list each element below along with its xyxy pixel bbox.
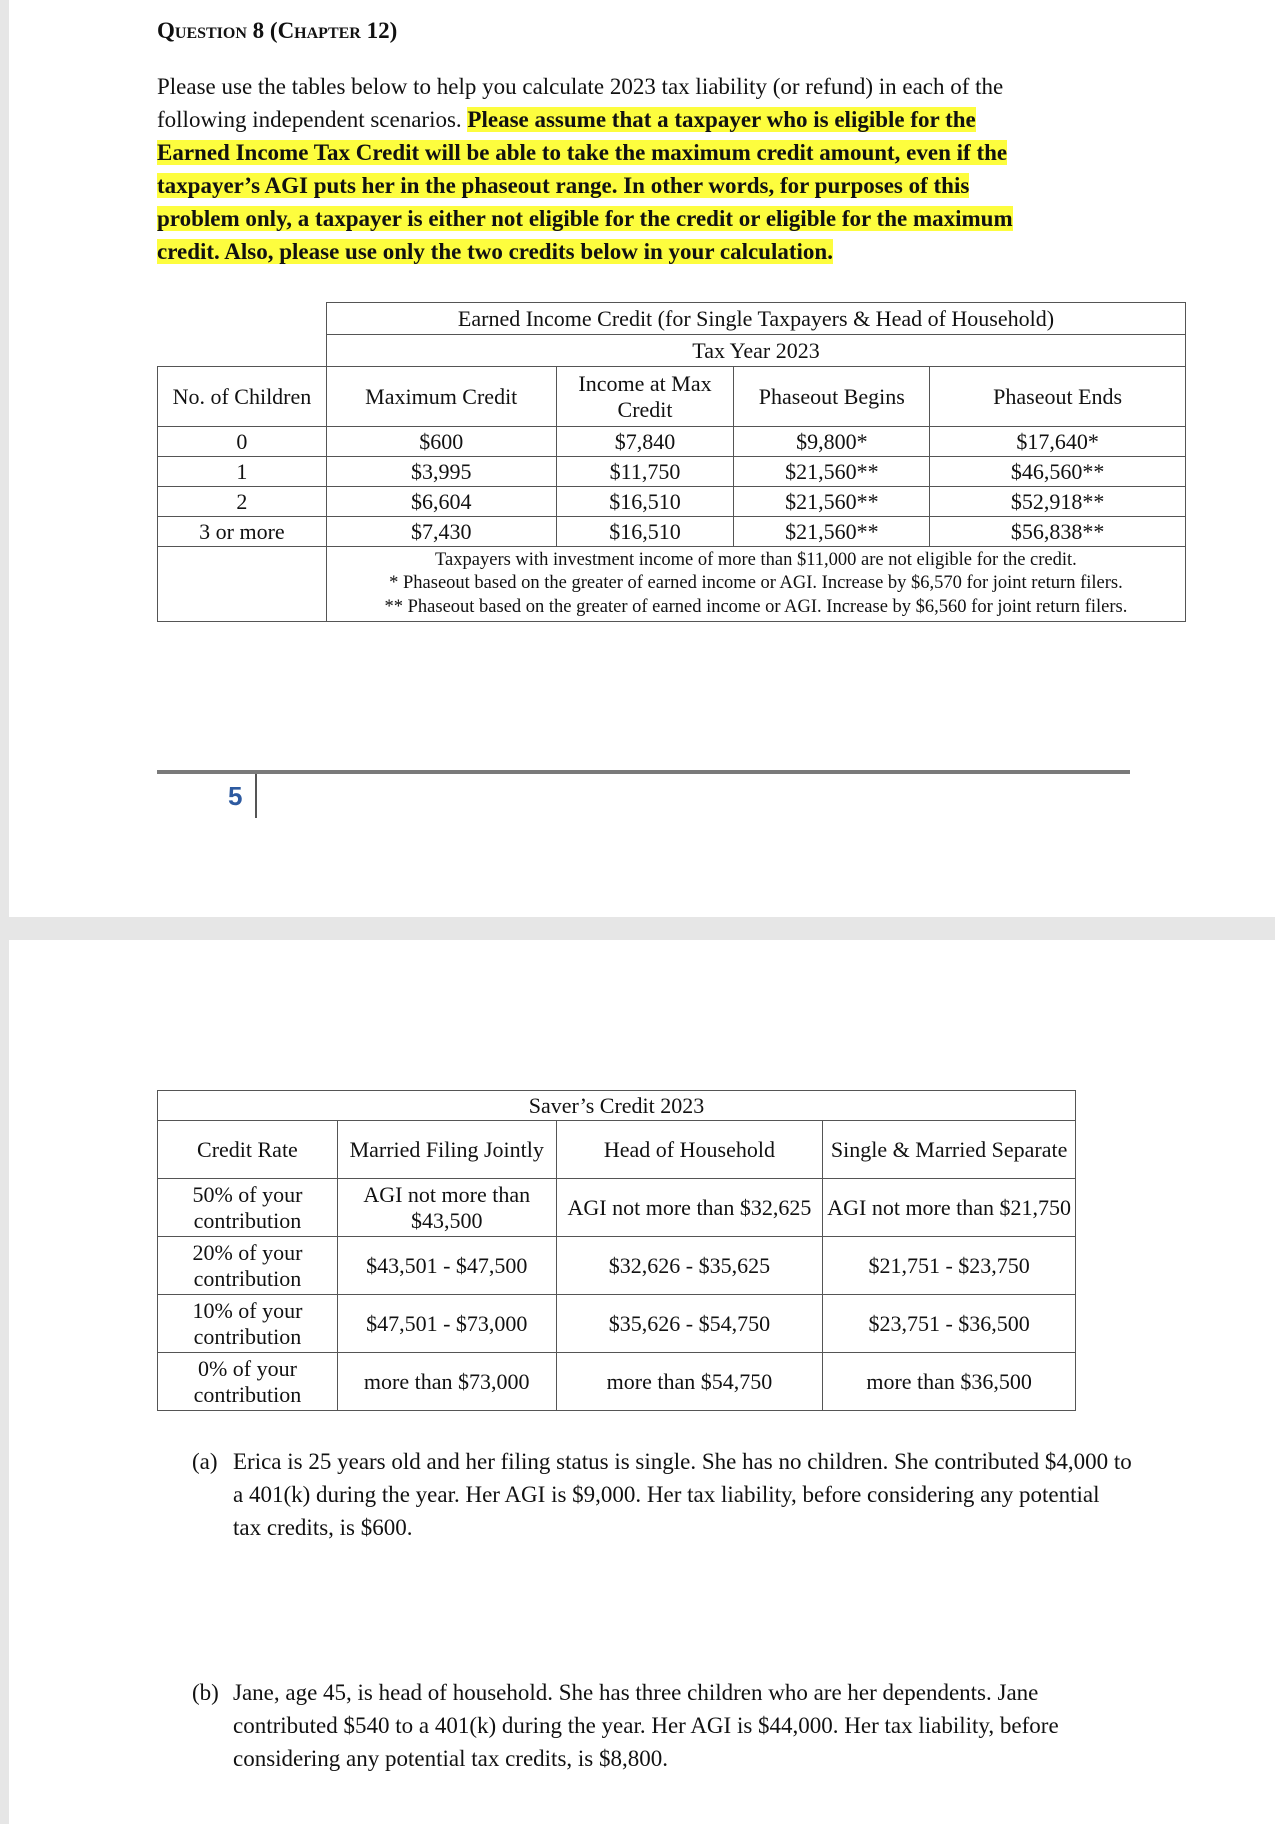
paragraph-line — [157, 103, 1013, 136]
scenario-label: (b) — [192, 1680, 219, 1705]
table-cell: $32,626 - $35,625 — [556, 1237, 823, 1295]
paragraph-line — [157, 70, 1013, 103]
question-title: Question 8 (Chapter 12) — [157, 18, 398, 43]
eic-table — [157, 366, 1186, 622]
eic-notes — [326, 547, 1185, 622]
highlighted-text: taxpayer’s AGI puts her in the phaseout range. In other words, for purposes of this — [157, 173, 970, 198]
highlighted-text: Please assume that a taxpayer who is eligible for the — [467, 107, 976, 132]
column-header: Phaseout Begins — [734, 367, 930, 427]
paragraph-line — [157, 169, 1013, 202]
eic-table-header — [326, 302, 1186, 367]
scenario-text: Erica is 25 years old and her filing status is single. She has no children. She contributed $4,000 to a 401(k) during the year. Her AGI is $9,000. Her tax liability, before considering any potential tax credits, is $600. — [233, 1449, 1132, 1540]
table-cell: $21,560** — [734, 457, 930, 487]
paragraph-line — [157, 235, 1013, 268]
column-header: Head of Household — [556, 1121, 823, 1179]
table-cell: $9,800* — [734, 427, 930, 457]
eic-subtitle: Tax Year 2023 — [327, 335, 1186, 367]
empty-cell — [158, 547, 327, 622]
table-cell: 0 — [158, 427, 327, 457]
table-cell: $52,918** — [930, 487, 1186, 517]
table-row — [158, 517, 1186, 547]
highlighted-text: Earned Income Tax Credit will be able to take the maximum credit amount, even if the — [157, 140, 1008, 165]
scenario-text: Jane, age 45, is head of household. She has three children who are her dependents. Jane contributed $540 to a 401(k) during the year. Her AGI is $44,000. Her tax liability, before considering any potential tax credits, is $8,800. — [233, 1680, 1059, 1771]
column-header: Maximum Credit — [326, 367, 556, 427]
table-cell: AGI not more than $32,625 — [556, 1179, 823, 1237]
note-line: * Phaseout based on the greater of earned income or AGI. Increase by $6,570 for joint return filers. — [389, 573, 1123, 594]
scenario-label: (a) — [192, 1449, 218, 1474]
table-cell: 2 — [158, 487, 327, 517]
table-cell: $21,560** — [734, 517, 930, 547]
plain-text: Please use the tables below to help you calculate 2023 tax liability (or refund) in each of the — [157, 74, 1004, 99]
table-cell: AGI not more than $21,750 — [823, 1179, 1076, 1237]
table-cell: more than $36,500 — [823, 1353, 1076, 1411]
note-line: Taxpayers with investment income of more than $11,000 are not eligible for the credit. — [435, 549, 1077, 570]
table-row — [158, 457, 1186, 487]
column-header: Married Filing Jointly — [337, 1121, 556, 1179]
column-header: Credit Rate — [158, 1121, 338, 1179]
column-header: No. of Children — [158, 367, 327, 427]
table-row — [158, 1295, 1076, 1353]
table-cell: $21,751 - $23,750 — [823, 1237, 1076, 1295]
table-cell: $21,560** — [734, 487, 930, 517]
column-header: Income at Max Credit — [556, 367, 734, 427]
table-cell: more than $54,750 — [556, 1353, 823, 1411]
table-cell: $56,838** — [930, 517, 1186, 547]
table-row — [158, 427, 1186, 457]
table-cell: 10% of your contribution — [158, 1295, 338, 1353]
table-row — [158, 487, 1186, 517]
table-cell: $600 — [326, 427, 556, 457]
table-cell: $7,430 — [326, 517, 556, 547]
table-cell: 3 or more — [158, 517, 327, 547]
table-cell: $7,840 — [556, 427, 734, 457]
page-number-separator — [255, 774, 257, 818]
paragraph-line — [157, 136, 1013, 169]
table-row — [158, 1353, 1076, 1411]
table-cell: 20% of your contribution — [158, 1237, 338, 1295]
note-line: ** Phaseout based on the greater of earned income or AGI. Increase by $6,560 for joint return filers. — [384, 596, 1128, 617]
table-cell: $47,501 - $73,000 — [337, 1295, 556, 1353]
table-row — [158, 1237, 1076, 1295]
table-row — [158, 1179, 1076, 1237]
table-header-row — [158, 367, 1186, 427]
table-cell: $3,995 — [326, 457, 556, 487]
highlighted-text: problem only, a taxpayer is either not eligible for the credit or eligible for the maximum — [157, 206, 1013, 231]
table-cell: $35,626 - $54,750 — [556, 1295, 823, 1353]
notes-row — [158, 547, 1186, 622]
table-cell: $17,640* — [930, 427, 1186, 457]
column-header: Single & Married Separate — [823, 1121, 1076, 1179]
scenario-b — [192, 1676, 1132, 1775]
table-cell: AGI not more than $43,500 — [337, 1179, 556, 1237]
table-cell: more than $73,000 — [337, 1353, 556, 1411]
table-cell: $16,510 — [556, 517, 734, 547]
savers-credit-table — [157, 1090, 1076, 1411]
table-cell: $43,501 - $47,500 — [337, 1237, 556, 1295]
page-number: 5 — [228, 781, 243, 811]
table-cell: $11,750 — [556, 457, 734, 487]
footer-divider — [157, 770, 1130, 774]
table-cell: $6,604 — [326, 487, 556, 517]
savers-title: Saver’s Credit 2023 — [158, 1091, 1076, 1121]
eic-title: Earned Income Credit (for Single Taxpayers & Head of Household) — [327, 303, 1186, 335]
table-cell: $16,510 — [556, 487, 734, 517]
column-header: Phaseout Ends — [930, 367, 1186, 427]
table-header-row — [158, 1121, 1076, 1179]
instructions-paragraph — [157, 70, 1013, 268]
table-cell: 50% of your contribution — [158, 1179, 338, 1237]
table-cell: $46,560** — [930, 457, 1186, 487]
table-cell: 0% of your contribution — [158, 1353, 338, 1411]
plain-text: following independent scenarios. — [157, 107, 468, 132]
table-cell: $23,751 - $36,500 — [823, 1295, 1076, 1353]
highlighted-text: credit. Also, please use only the two credits below in your calculation. — [157, 239, 833, 264]
scenario-a — [192, 1445, 1132, 1544]
paragraph-line — [157, 202, 1013, 235]
table-cell: 1 — [158, 457, 327, 487]
